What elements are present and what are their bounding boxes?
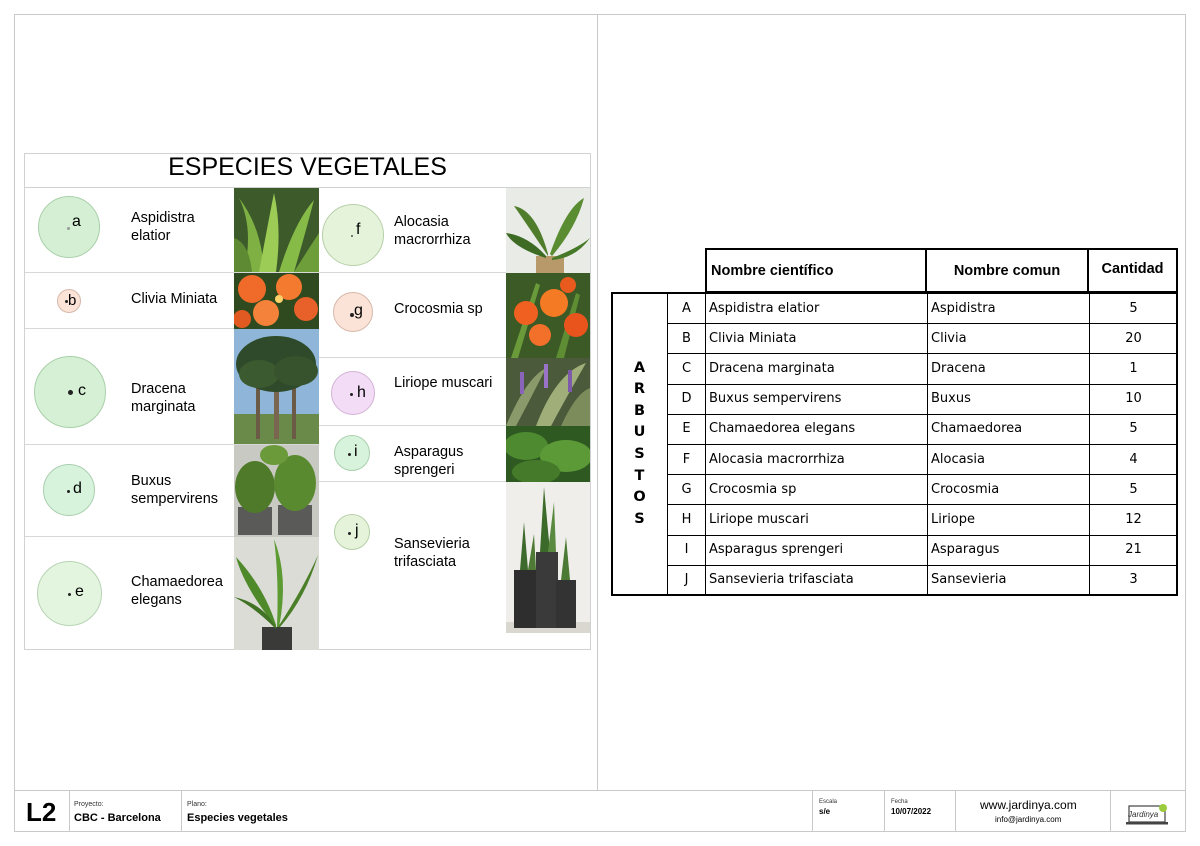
photo-alocasia [506, 188, 590, 273]
legend-row-h [319, 358, 590, 426]
symbol-circle-d: d [43, 464, 95, 516]
photo-aspidistra [234, 188, 319, 272]
table-cell-common: Clivia [931, 330, 967, 346]
table-cell-scientific: Aspidistra elatior [709, 300, 820, 316]
table-cell-common: Sansevieria [931, 572, 1007, 588]
symbol-circle-e: e [37, 561, 102, 626]
table-cell-scientific: Clivia Miniata [709, 330, 797, 346]
photo-chamaedorea [234, 537, 319, 650]
table-cell-qty: 12 [1125, 511, 1142, 527]
table-cell-scientific: Crocosmia sp [709, 481, 797, 497]
table-cell-id: E [682, 421, 691, 437]
table-cell-qty: 20 [1125, 330, 1142, 346]
species-table [611, 248, 1178, 595]
table-cell-scientific: Liriope muscari [709, 511, 809, 527]
species-name-a-line1: Aspidistra [131, 210, 195, 226]
table-cell-id: B [682, 330, 691, 346]
date-value: 10/07/2022 [891, 807, 932, 816]
table-cell-common: Liriope [931, 511, 976, 527]
species-name-j-line2: trifasciata [394, 554, 457, 570]
group-letter: S [634, 510, 645, 527]
symbol-circle-b: b [57, 289, 81, 313]
table-cell-qty: 3 [1129, 572, 1138, 588]
legend-row-a [25, 188, 319, 273]
species-name-j-line1: Sansevieria [394, 536, 470, 552]
header-common-name: Nombre comun [925, 248, 1089, 293]
legend-title: ESPECIES VEGETALES [25, 154, 590, 188]
species-name-e-line1: Chamaedorea [131, 574, 223, 590]
table-cell-qty: 10 [1125, 391, 1142, 407]
legend-row-f [319, 188, 590, 273]
group-label-arbustos [611, 293, 668, 595]
table-grid-line [611, 292, 1178, 294]
species-name-d-line1: Buxus [131, 473, 172, 489]
table-cell-scientific: Asparagus sprengeri [709, 542, 844, 558]
photo-dracena [234, 329, 319, 444]
group-letter: R [633, 381, 646, 398]
table-cell-qty: 1 [1129, 360, 1138, 376]
symbol-circle-c: c [34, 356, 106, 428]
species-name-e-line2: elegans [131, 592, 182, 608]
photo-buxus [234, 445, 319, 537]
table-cell-common: Alocasia [931, 451, 985, 467]
logo-wordmark: Jardinya [1128, 810, 1159, 819]
project-value: CBC - Barcelona [74, 812, 161, 824]
table-grid-line [611, 594, 1178, 596]
symbol-circle-h: h [331, 371, 375, 415]
photo-asparagus [506, 426, 590, 482]
email-link[interactable]: info@jardinya.com [995, 815, 1062, 824]
species-name-g-line1: Crocosmia sp [394, 301, 483, 317]
title-block [14, 790, 1186, 832]
species-name-a-line2: elatior [131, 228, 171, 244]
table-cell-common: Buxus [931, 391, 971, 407]
table-cell-scientific: Sansevieria trifasciata [709, 572, 854, 588]
table-grid-line [668, 353, 1178, 354]
table-cell-id: G [681, 481, 692, 497]
table-cell-qty: 4 [1129, 451, 1138, 467]
table-cell-qty: 5 [1129, 421, 1138, 437]
header-quantity: Cantidad [1087, 248, 1178, 293]
table-cell-qty: 5 [1129, 300, 1138, 316]
table-cell-id: J [684, 572, 689, 588]
photo-crocosmia [506, 273, 590, 358]
table-grid-line [668, 384, 1178, 385]
table-cell-common: Chamaedorea [931, 421, 1023, 437]
table-cell-id: F [682, 451, 691, 467]
table-cell-scientific: Alocasia macrorrhiza [709, 451, 845, 467]
symbol-circle-a: a [38, 196, 100, 258]
table-cell-id: D [681, 391, 692, 407]
species-name-d-line2: sempervirens [131, 491, 219, 507]
table-grid-line [668, 535, 1178, 536]
header-scientific-name: Nombre científico [705, 248, 927, 293]
laptop-leaf-logo [1124, 798, 1170, 826]
table-cell-id: H [681, 511, 692, 527]
symbol-circle-g: g [333, 292, 373, 332]
table-cell-qty: 5 [1129, 481, 1138, 497]
legend-row-g [319, 273, 590, 358]
plan-value: Especies vegetales [187, 812, 288, 824]
table-cell-scientific: Buxus sempervirens [709, 391, 842, 407]
legend-row-b [25, 273, 319, 329]
table-cell-common: Asparagus [931, 542, 1000, 558]
species-name-i-line1: Asparagus [394, 444, 464, 460]
legend-row-j [319, 482, 590, 650]
table-grid-line [668, 504, 1178, 505]
plan-label: Plano: [187, 801, 207, 808]
table-grid-line [1089, 293, 1090, 595]
species-name-i-line2: sprengeri [394, 462, 455, 478]
project-label: Proyecto: [74, 801, 104, 808]
table-cell-scientific: Chamaedorea elegans [709, 421, 856, 437]
scale-label: Escala [819, 799, 838, 805]
legend-row-e [25, 537, 319, 650]
legend-row-d [25, 445, 319, 537]
table-grid-line [668, 323, 1178, 324]
species-name-c-line2: marginata [131, 399, 196, 415]
legend-row-c [25, 329, 319, 445]
species-name-f-line1: Alocasia [394, 214, 449, 230]
group-letter: O [633, 489, 646, 506]
group-letter: A [633, 359, 646, 376]
group-letter: S [634, 446, 645, 462]
table-cell-common: Aspidistra [931, 300, 996, 316]
date-label: Fecha [891, 799, 908, 805]
table-grid-line [668, 414, 1178, 415]
legend-row-i [319, 426, 590, 482]
species-name-c-line1: Dracena [131, 381, 186, 397]
table-cell-id: C [681, 360, 692, 376]
sheet-divider [597, 14, 598, 790]
scale-value: s/e [819, 807, 831, 816]
species-name-h-line1: Liriope muscari [394, 375, 493, 391]
table-grid-line [668, 474, 1178, 475]
group-letter: T [634, 467, 645, 484]
species-name-f-line2: macrorrhiza [394, 232, 471, 248]
table-cell-common: Crocosmia [931, 481, 1000, 497]
photo-sansevieria [506, 482, 590, 633]
photo-clivia [234, 273, 319, 329]
symbol-circle-j: j [334, 514, 370, 550]
species-legend [24, 153, 591, 650]
table-cell-id: I [684, 542, 689, 558]
group-letter: U [633, 424, 646, 441]
table-grid-line [668, 565, 1178, 566]
table-cell-id: A [682, 300, 691, 316]
symbol-circle-f: f [322, 204, 384, 266]
table-cell-qty: 21 [1125, 542, 1142, 558]
table-grid-line [705, 293, 706, 595]
website-link[interactable]: www.jardinya.com [980, 798, 1077, 812]
group-letter: B [633, 402, 646, 419]
species-name-b-line1: Clivia Miniata [131, 291, 218, 307]
table-grid-line [668, 444, 1178, 445]
symbol-circle-i: i [334, 435, 370, 471]
photo-liriope [506, 358, 590, 426]
table-grid-line [927, 293, 928, 595]
table-grid-line [1176, 293, 1178, 595]
sheet-code: L2 [26, 797, 57, 827]
table-cell-scientific: Dracena marginata [709, 360, 835, 376]
table-cell-common: Dracena [931, 360, 986, 376]
